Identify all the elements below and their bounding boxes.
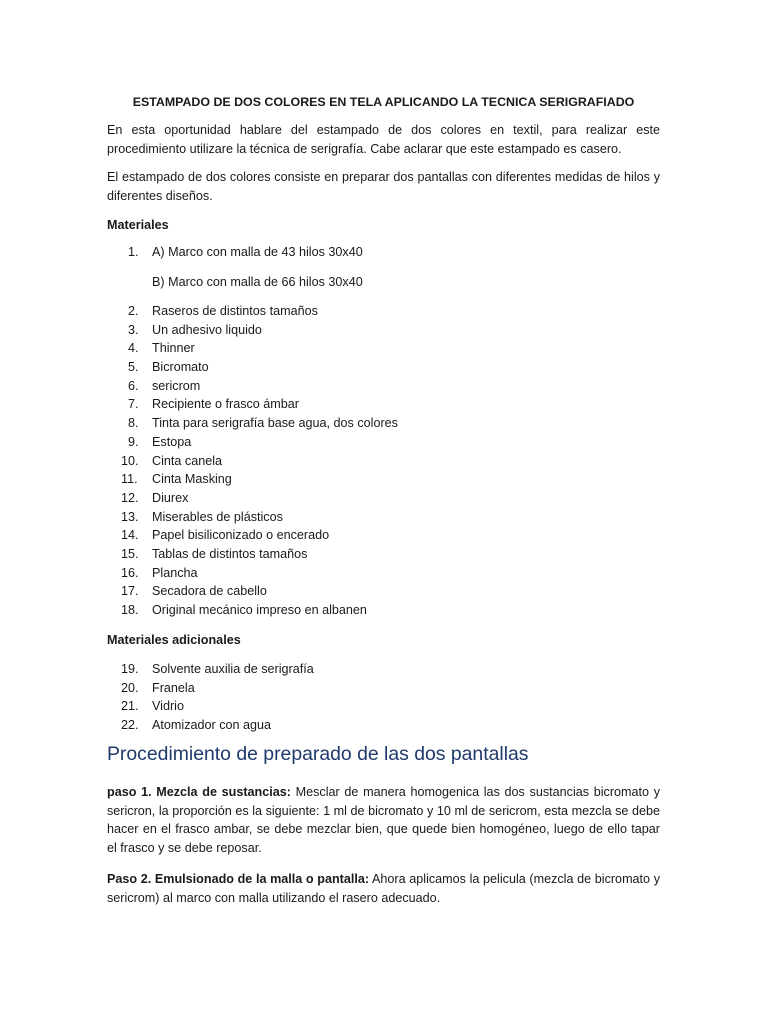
materials-list [107,302,398,620]
additional-materials-heading: Materiales adicionales [107,633,241,647]
list-text: Papel bisiliconizado o encerado [152,528,330,543]
list-number: 4. [128,341,139,356]
list-item [107,679,314,698]
list-item [107,470,398,489]
list-item [107,526,398,545]
list-item [107,414,398,433]
list-item [107,358,398,377]
additional-materials-list [107,660,314,735]
list-item [107,489,398,508]
step-2-paragraph [107,870,660,907]
list-number: 7. [128,397,139,412]
list-number: 18. [121,603,139,617]
list-text: Secadora de cabello [152,584,267,599]
list-text: Franela [152,680,195,695]
list-text: Tablas de distintos tamaños [152,546,308,561]
list-text: Tinta para serigrafía base agua, dos colores [152,416,398,431]
list-item [107,716,314,735]
list-item [107,660,314,679]
list-text: A) Marco con malla de 43 hilos 30x40 [152,245,363,259]
list-number: 20. [121,680,139,695]
intro-paragraph: En esta oportunidad hablare del estampado de dos colores en textil, para realizar este procedimiento utilizare la técnica de serigrafía. Cabe aclarar que este estampado es casero. [107,123,660,156]
list-text: Bicromato [152,360,209,375]
list-number: 22. [121,718,139,733]
list-item [107,377,398,396]
list-number: 6. [128,378,139,393]
list-item [107,321,398,340]
list-item [107,601,398,620]
list-item [107,697,314,716]
list-text: Plancha [152,565,198,580]
list-item [107,508,398,527]
list-item [107,582,398,601]
list-number: 11. [121,472,138,487]
list-item [107,433,398,452]
list-text: Raseros de distintos tamaños [152,304,318,318]
list-item [107,395,398,414]
list-text: Original mecánico impreso en albanen [152,603,367,617]
list-item [107,564,398,583]
list-text: Vidrio [152,699,184,714]
list-number: 12. [121,490,139,505]
list-number: 9. [128,434,139,449]
list-number: 3. [128,322,139,337]
list-number: 19. [121,662,139,676]
step-2-label: Paso 2. Emulsionado de la malla o pantalla: [107,872,370,886]
list-number: 13. [121,509,139,524]
step-2-text: Ahora aplicamos la pelicula (mezcla de bicromato y sericrom) al marco con malla utilizando el rasero adecuado. [107,872,661,905]
list-item [107,339,398,358]
list-text: Cinta Masking [152,472,232,487]
list-number: 5. [128,360,139,375]
list-number: 2. [128,304,139,318]
list-number: 21. [121,699,139,714]
list-number: 1. [128,245,139,259]
materials-item-1 [107,243,363,262]
list-text: Estopa [152,434,192,449]
list-text: Thinner [152,341,195,356]
list-text: Miserables de plásticos [152,509,283,524]
list-text: Recipiente o frasco ámbar [152,397,299,412]
step-1-label: paso 1. Mezcla de sustancias: [107,785,291,799]
list-number: 10. [121,453,139,468]
step-1-text: Mesclar de manera homogenica las dos sustancias bicromato y sericron, la proporción es la siguiente: 1 ml de bicromato y 10 ml de sericrom, esta mezcla se debe hacer en el frasco ambar, se debe mezclar bien, que quede bien homogéneo, luego de ello tapar el frasco y se debe reposar. [107,785,660,855]
procedure-heading: Procedimiento de preparado de las dos pantallas [107,743,529,765]
list-item [107,302,398,321]
list-item [107,545,398,564]
list-text: Un adhesivo liquido [152,322,262,337]
list-number: 8. [128,416,139,431]
list-number: 17. [121,584,139,599]
list-number: 15. [121,546,139,561]
list-text: Cinta canela [152,453,223,468]
document-title: ESTAMPADO DE DOS COLORES EN TELA APLICANDO LA TECNICA SERIGRAFIADO [132,95,635,109]
list-text: Diurex [152,490,189,505]
materials-item-1b: B) Marco con malla de 66 hilos 30x40 [152,275,363,289]
list-text: Atomizador con agua [152,718,272,733]
list-number: 14. [121,528,139,543]
step-1-paragraph [107,783,660,857]
list-number: 16. [121,565,139,580]
list-text: sericrom [152,378,201,393]
intro-paragraph-2: El estampado de dos colores consiste en preparar dos pantallas con diferentes medidas de hilos y diferentes diseños. [107,170,660,203]
materials-heading: Materiales [107,218,169,232]
list-text: Solvente auxilia de serigrafía [152,662,314,676]
list-item [107,452,398,471]
